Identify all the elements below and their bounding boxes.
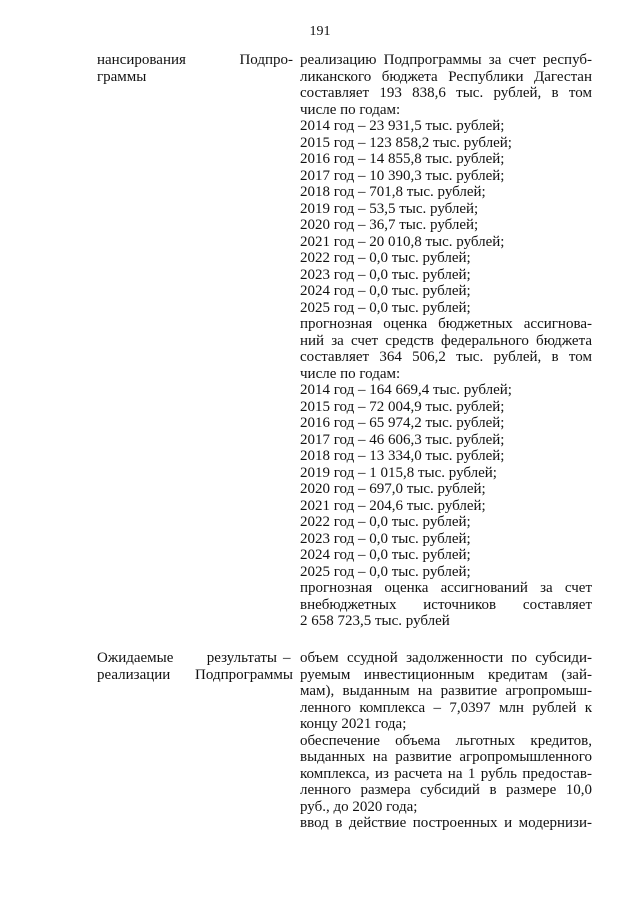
text-line: 2014 год – 164 669,4 тыс. рублей; bbox=[300, 382, 512, 398]
text-line: 2019 год – 53,5 тыс. рублей; bbox=[300, 200, 479, 217]
text-line: руемым инвестиционным кредитам (зай- bbox=[300, 666, 592, 683]
text-line: числе по годам: bbox=[300, 101, 401, 118]
funding-label-line: граммы bbox=[97, 68, 147, 85]
text-line: 2020 год – 697,0 тыс. рублей; bbox=[300, 481, 486, 497]
text-line: 2015 год – 72 004,9 тыс. рублей; bbox=[300, 398, 505, 415]
text-line: прогнозная оценка ассигнований за счет bbox=[300, 580, 592, 596]
text-line: 2025 год – 0,0 тыс. рублей; bbox=[300, 563, 471, 580]
label-dash: – bbox=[283, 650, 291, 666]
text-line: 2020 год – 36,7 тыс. рублей; bbox=[300, 217, 479, 233]
text-line: мам), выданным на развитие агропромыш- bbox=[300, 683, 592, 699]
text-line: 2023 год – 0,0 тыс. рублей; bbox=[300, 266, 471, 283]
text-line: 2014 год – 23 931,5 тыс. рублей; bbox=[300, 118, 505, 134]
text-line: 2024 год – 0,0 тыс. рублей; bbox=[300, 547, 471, 563]
text-line: 2023 год – 0,0 тыс. рублей; bbox=[300, 530, 471, 547]
text-line: 2017 год – 10 390,3 тыс. рублей; bbox=[300, 167, 505, 184]
text-line: ленного размера субсидий в размере 10,0 bbox=[300, 782, 592, 798]
text-line: реализацию Подпрограммы за счет респуб- bbox=[300, 52, 592, 68]
funding-label bbox=[97, 52, 293, 85]
text-line: 2019 год – 1 015,8 тыс. рублей; bbox=[300, 464, 497, 481]
text-line: составляет 193 838,6 тыс. рублей, в том bbox=[300, 85, 592, 101]
expected-results-label bbox=[97, 650, 293, 683]
text-line: обеспечение объема льготных кредитов, bbox=[300, 732, 592, 749]
text-line: 2021 год – 20 010,8 тыс. рублей; bbox=[300, 233, 505, 250]
text-line: числе по годам: bbox=[300, 365, 401, 382]
text-line: комплекса, из расчета на 1 рубль предостав- bbox=[300, 765, 592, 782]
expected-results-label-line: Ожидаемые результаты bbox=[97, 650, 277, 666]
text-line: прогнозная оценка бюджетных ассигнова- bbox=[300, 316, 592, 332]
text-line: 2015 год – 123 858,2 тыс. рублей; bbox=[300, 134, 512, 151]
expected-results-description bbox=[300, 650, 592, 832]
text-line: объем ссудной задолженности по субсиди- bbox=[300, 650, 592, 666]
funding-description bbox=[300, 52, 592, 630]
expected-results-label-line: реализации Подпрограммы bbox=[97, 666, 293, 683]
text-line: руб., до 2020 года; bbox=[300, 798, 418, 815]
text-line: 2021 год – 204,6 тыс. рублей; bbox=[300, 497, 486, 514]
page-number: 191 bbox=[309, 24, 331, 39]
text-line: ленного комплекса – 7,0397 млн рублей к bbox=[300, 699, 592, 716]
text-line: 2024 год – 0,0 тыс. рублей; bbox=[300, 283, 471, 299]
text-line: составляет 364 506,2 тыс. рублей, в том bbox=[300, 349, 592, 365]
text-line: ликанского бюджета Республики Дагестан bbox=[300, 68, 592, 85]
text-line: 2016 год – 65 974,2 тыс. рублей; bbox=[300, 415, 505, 431]
text-line: ний за счет средств федерального бюджета bbox=[300, 332, 592, 349]
text-line: 2016 год – 14 855,8 тыс. рублей; bbox=[300, 151, 505, 167]
funding-label-line: нансирования Подпро- bbox=[97, 52, 293, 68]
text-line: внебюджетных источников составляет bbox=[300, 596, 592, 613]
text-line: концу 2021 года; bbox=[300, 716, 407, 732]
text-line: выданных на развитие агропромышленного bbox=[300, 749, 592, 765]
text-line: 2025 год – 0,0 тыс. рублей; bbox=[300, 299, 471, 316]
text-line: 2018 год – 13 334,0 тыс. рублей; bbox=[300, 448, 505, 464]
text-line: 2022 год – 0,0 тыс. рублей; bbox=[300, 514, 471, 530]
text-line: 2018 год – 701,8 тыс. рублей; bbox=[300, 184, 486, 200]
text-line: 2022 год – 0,0 тыс. рублей; bbox=[300, 250, 471, 266]
text-line: 2 658 723,5 тыс. рублей bbox=[300, 613, 450, 629]
text-line: 2017 год – 46 606,3 тыс. рублей; bbox=[300, 431, 505, 448]
text-line: ввод в действие построенных и модернизи- bbox=[300, 815, 592, 831]
